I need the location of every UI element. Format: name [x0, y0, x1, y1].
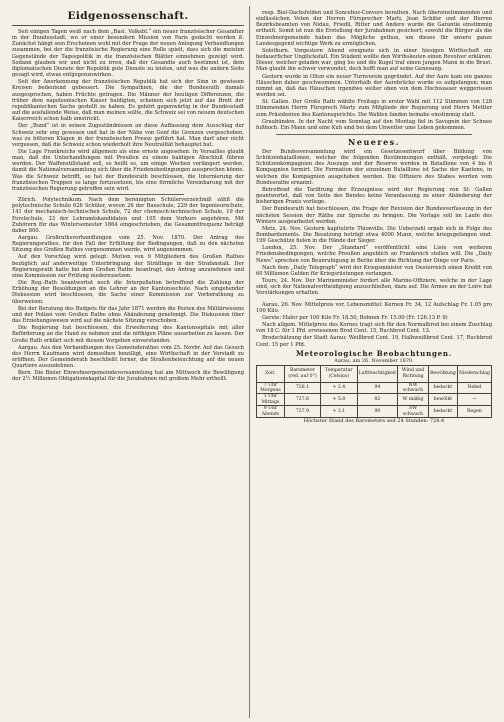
article-paragraph: Betreffend die Tarifirung der Erzeugnisse wird der Regierung von St. Gallen geantwortet, daß von Seite des Bundes keine Veranlassung zu einer Abänderung der bisherigen Praxis vorliege. — [256, 186, 492, 206]
section-header — [12, 10, 244, 26]
table-cell: NW schwach — [398, 382, 429, 394]
article-paragraph: Graubünden. In der Nacht vom Sonntag auf den Montag fiel in Savognin der Schnee fußhoch. Ein Mann und eine Kuh sind bei dem Unwetter ums Leben gekommen. — [256, 118, 492, 131]
table-cell: — — [457, 394, 491, 406]
article-paragraph: Tours, 24. Nov. Der Marineminister fordert alle Marine-Offiziere, welche in der Lage sind, sich der Nationalvertheidigung anzuschließen, dazu auf. Die Armee an der Loire hat Verstärkungen erhalten. — [256, 278, 492, 297]
article-paragraph: Die Lage Frankreichs wird allgemein als eine ernste angesehen. In Versailles glaubt man, daß die Unterhandlungen mit Preußen zu einem baldigen Abschluß führen werden. Der Waffenstillstand soll, so heißt es, um einige Wochen verlängert werden, damit die Nationalversammlung sich über die Friedensbedingungen aussprechen könne. Was die Schweiz betrifft, so hat der Bundesrath beschlossen, die Internierung der französischen Truppen so lange fortzusetzen, bis eine förmliche Vereinbarung mit der französischen Regierung getroffen sein wird. — [12, 148, 244, 192]
table-header-cell: Luftfeuchtigkeit — [357, 365, 398, 382]
weather-note: Höchster Stand des Barometers seit 24 Stunden: 728.4 — [303, 418, 445, 425]
right-column — [256, 10, 492, 424]
table-cell: 1 Uhr Mittags — [257, 394, 285, 406]
table-row — [257, 406, 492, 418]
article-paragraph: Seit der Anerkennung der französischen Republik hat sich der Sinn in gewissen Kreisen bedeutend gebessert. Die Sympathien, die der Bundesrath damals ausgesprochen, haben Früchte getragen. Die Männer der heutigen Differenzen, die früher dem napoleonischen Kaiser huldigten, scheinen sich jetzt auf das Brett der republikanischen Sache gestellt zu haben. Es gehört gegenwärtig in der Bundesstadt auf die ausfallende Weise, daß man meinen sollte, die Schweiz sei von neuem deutschen Kaiserreich schon halb umstrickt. — [12, 79, 244, 123]
table-cell: + 3.1 — [321, 406, 358, 418]
article-paragraph: Seit einigen Tagen weiß nach dem „Basl. Volksbl.“ ein neuer französischer Gesandter in der Bundesstadt, wo er einer besondern Mission von Paris gedacht werden ß. Zunächst hängt sein Erscheinen wohl mit der Frage der neuen Anlegung Verhandlungen zusammen, bei der die französische Regierung eine Rolle spielt, dass sich die meisten Gegenstände der Tagespolitik in die französischen Blätter einnehmen gezeigt wird. Sodann glauben wir und nicht zu irren, daß der Gesandte auch bestimmt ist, dem diplomatischen Dienste der Republik gute Dienste zu leisten, und was die andern Seite gesagt wird, etwas entgegenzuwirken. — [12, 29, 244, 79]
table-cell: 94 — [357, 382, 398, 394]
table-header-cell: Wind und Richtung — [398, 365, 429, 382]
section-title-news: Neueres. — [348, 136, 400, 147]
article-paragraph: Auf den Vorschlag wird gelegt: Motion von 9 Mitgliedern des Großen Rathes bezüglich auf anderweitige Unterbringung der Sträflinge in der Strafanstalt. Der Regierungsrath hatte bei dem Großen Rathe beantragt, den Antrag anzunehmen und eine Kommission zur Prüfung niederzusetzen. — [12, 254, 244, 279]
table-cell: 9 Uhr Abends — [257, 406, 285, 418]
article-paragraph: Aargau. Aus den Verhandlungen des Gemeinderathes vom 25. Novbr. Auf das Gesuch des Herrn Kaufmann wird demselben bewilligt, eine Wirthschaft in der Vorstadt zu eröffnen. Der Gemeinderath beschließt ferner, die Straßenbeleuchtung auf die neuen Quartiere auszudehnen. — [12, 344, 244, 370]
table-cell: bewölkt — [428, 394, 457, 406]
table-header-cell: Zeit. — [257, 365, 285, 382]
article-paragraph: resp. Biel-Dachsfelden und Sonceboz-Convers berathen. Nach übereinstimmenden und einlässlichen Voten der Herren Fürsprecher Marti, Jean Schifer und der Herren Bezirksbeamten von Nidau, Friedli, Ritter und Andere wurde die Garantie einstimmig ertheilt. Somit ist nun die Erstellung der Jurabahnen gesichert; sowohl die Bürger als die Einwohnergemeinde haben das Mögliche gethan, um dieses für unsere ganze Landesgegend wichtige Werk zu ermöglichen. — [256, 10, 492, 47]
article-paragraph: Solothurn. Vorgestern Abend ereignete sich in einer hiesigen Wirthschaft ein bedauerlicher Unglücksfall. Ein Student wollte den Wirthsleuten einen Revolver erklären. Dieser, welcher geladen war, ging los und die Kugel traf einen jungen Mann in die Brust. Man glaubt ihn schwer verwundet, doch hofft man auf seine Genesung. — [256, 47, 492, 73]
table-header-cell: Bewölkung — [428, 365, 457, 382]
table-cell: SW schwach — [398, 406, 429, 418]
table-header-cell: Barometer (red. auf 0°) — [284, 365, 320, 382]
article-paragraph: Der „Bund“ ist in seinen Zugeständnissen an diese Auffassung dem Ausschlag der Schweiz sehr eng gewesen und hat in der Nähe von Genf die Grenzen vorgeschoben, was zu bitteren Klagen in der französischen Presse geführt hat. Man darf aber nicht vergessen, daß die Schweiz schon wiederholt ihre Neutralität behauptet hat. — [12, 123, 244, 148]
article-paragraph: Der Bundesrath hat beschlossen, die Frage der Revision der Bundesverfassung in der nächsten Session der Räthe zur Sprache zu bringen. Die Vorlage soll im Laufe des Winters ausgearbeitet werden. — [256, 206, 492, 225]
market-line: Nach allgem. Mittelpreis des Kornes tragt sich für den Normalbrod bei einem Zuschlag von 18 C. für 1 Pfd. erwiesenen Brod Cent. 15, Ruchbrod Cent. 13. — [256, 322, 492, 335]
article-paragraph: London, 25. Nov. Der „Standard“ veröffentlicht eine Liste von weiteren Friedensbedingungen, welche Preußen angeblich an Frankreich stellen will. Die „Daily News“ sprechen von Beunruhigung in Berlin über die Richtung der Dinge vor Paris. — [256, 245, 492, 264]
table-cell: bedeckt — [428, 382, 457, 394]
section-heading: Eidgenossenschaft. — [67, 10, 189, 22]
article-paragraph: Die Reg.-Rath beantwortet noch die Interpellation betreffend die Zahlung der Erhöhung der Besoldungen an die Lehrer an der Kantonsschule. Nach eingehender Diskussion wird beschlossen, die Sache einer Kommission zur Vorberathung zu überweisen. — [12, 280, 244, 305]
table-cell: bedeckt — [428, 406, 457, 418]
table-cell: 727.9 — [284, 406, 320, 418]
table-cell: 727.6 — [284, 394, 320, 406]
weather-title: Meteorologische Beobachtungen. — [295, 348, 453, 358]
article-paragraph: Nach dem „Daily Telegraph“ wird der Kriegsminister von Oesterreich einen Kredit von 60 Millionen Gulden für Kriegsrüstungen verlangen. — [256, 264, 492, 277]
article-paragraph: Metz, 24. Nov. Gestern kapitulirte Thionville. Die Ueberzahl ergab sich in Folge des Bombardements. Die Besatzung beträgt etwa 4000 Mann, welche kriegsgefangen sind. 199 Geschütze fielen in die Hände der Sieger. — [256, 225, 492, 245]
divider — [72, 194, 184, 195]
article-paragraph: St. Gallen. Der Große Rath wählte Freitags in erster Wahl mit 112 Stimmen von 128 Stimmenden Herrn Fürsprech Marty zum Mitgliede der Regierung und Herrn Mettler zum Präsidenten des Kantonsgerichts. Die Wahlen fanden beinahe einstimmig statt. — [256, 99, 492, 118]
table-header-cell: Temperatur (Celsius) — [321, 365, 358, 382]
article-paragraph: Zürich. Polytechnikum. Nach dem bereinigten Schülerverzeichniß zählt die polytechnische Schule 626 Schüler, wovon 26 der Bauschule, 229 der Ingenieurschule, 141 der mechanisch-technischen Schule, 72 der chemisch-technischen Schule, 19 der Forstschule, 33 der Lehramtskandidaten und 105 dem Vorkurs angehören. Mit Zuhörern für das Wintersemester 1864 eingeschrieben, die Gesammtfrequenz beträgt daher 800. — [12, 197, 244, 234]
table-cell: Regen — [457, 406, 491, 418]
article-paragraph: Die Regierung hat beschlossen, die Erweiterung des Kantonsspitals mit aller Beförderung an die Hand zu nehmen und die nöthigen Pläne ausarbeiten zu lassen. Der Große Rath erklärt sich mit diesem Vorgehen einverstanden. — [12, 325, 244, 344]
article-paragraph: Aargau. Großrathsverhandlungen vom 25. Nov. 1870. Der Antrag des Regierungsrathes, für den Fall der Erfüllung der Bedingungen, daß zu den nächsten Sitzung des Großen Rathes vorgenommen werde, wird angenommen. — [12, 235, 244, 254]
market-line: Brodschätzung der Stadt Aarau: Weißbrod Cent. 19, Halbweißbrod Cent. 17, Ruchbrod Cent. 15 per 1 Pfd. — [256, 335, 492, 348]
weather-report — [256, 350, 492, 424]
market-report: Aarau, 26. Nov. Mittelpreis vor, Lebensmittel: Kernen Fr. 34, 12 Aufschlag Fr. 1.05 pro 100 Kilo. — [256, 301, 492, 314]
article-paragraph: Bei der Beratung des Budgets für das Jahr 1871 werden die Posten des Militärwesens und der Polizei vom Großen Rathe ohne Abänderung genehmigt. Die Diskussion über das Erziehungswesen wird auf die nächste Sitzung verschoben. — [12, 305, 244, 325]
column-divider — [249, 6, 250, 718]
divider — [276, 134, 472, 135]
weather-subtitle: Aarau, am 26. November 1870. — [334, 357, 414, 364]
market-line: Gerste: Hafer per 100 Kilo Fr. 18.50, Bohnen Fr. 15.00 (Fr. 126.13 P. 9) — [262, 314, 448, 321]
weather-table — [256, 365, 492, 418]
table-cell: 90 — [357, 406, 398, 418]
table-cell: Nebel — [457, 382, 491, 394]
table-row — [257, 394, 492, 406]
article-paragraph: Gestern wurde in Olten ein neuer Turnverein gegründet. Auf der Aare kam ein ganzes Häuschen daher geschwommen. Unterhalb der Aarebrücke wurde es aufgefangen; man nimmt an, daß das Häuschen irgendwo weiter oben von dem Hochwasser weggerissen worden sei. — [256, 73, 492, 99]
table-cell: 82 — [357, 394, 398, 406]
table-row — [257, 382, 492, 394]
table-cell: + 5.8 — [321, 394, 358, 406]
table-header-cell: Niederschlag — [457, 365, 491, 382]
table-cell: W mäßig — [398, 394, 429, 406]
table-header-row — [257, 365, 492, 382]
left-column — [12, 10, 244, 384]
divider — [316, 299, 432, 300]
table-cell: 7 Uhr Morgens — [257, 382, 285, 394]
article-paragraph: Der Bundesversammlung wird ein Gesetzesentwurf über Bildung von Schützenbataillonen, welcher die folgenden Bestimmungen enthält, vorgelegt: Die Schützenkompagnien des Auszugs und der Reserve werden in Bataillone von 4 bis 6 Kompagnien formirt. Die Formation der einzelnen Bataillone ist Sache der Kantone, in welchen die Kompagnien ausgehoben werden. Die Offiziere des Stabes werden vom Bundesrathe ernannt. — [256, 148, 492, 186]
article-paragraph: Bern. Die Bieler Einwohnergemeindeversammlung hat am Mittwoch die Bewilligung der 2½ Millionen Obligationskapital für die Jurabahnen mit großem Mehr ertheilt. — [12, 370, 244, 383]
table-cell: 728.1 — [284, 382, 320, 394]
table-cell: + 2.4 — [321, 382, 358, 394]
